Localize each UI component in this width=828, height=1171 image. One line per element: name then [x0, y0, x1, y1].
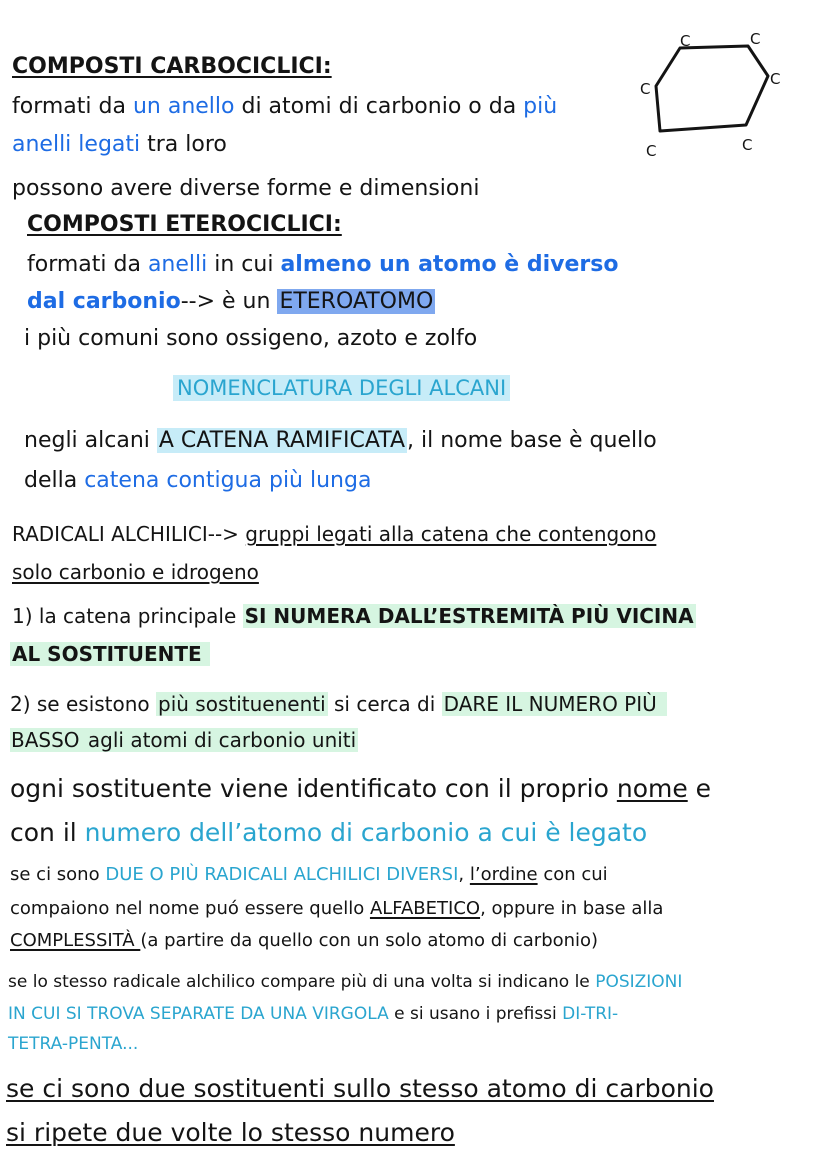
text-line: dal carbonio--> è un ETEROATOMO: [27, 289, 434, 314]
text-line: RADICALI ALCHILICI--> gruppi legati alla catena che contengono: [12, 522, 657, 546]
text-line: della catena contigua più lunga: [24, 468, 372, 493]
section-title-eterociclici: COMPOSTI ETEROCICLICI:: [27, 212, 342, 237]
text-line: formati da anelli in cui almeno un atomo è diverso: [27, 252, 619, 277]
carbon-label: C: [646, 142, 657, 160]
text-line: formati da un anello di atomi di carbonio o da più: [12, 94, 558, 119]
carbon-label: C: [640, 80, 651, 98]
carbon-label: C: [680, 32, 691, 50]
text-line: COMPLESSITÀ (a partire da quello con un solo atomo di carbonio): [10, 930, 599, 951]
text-line: anelli legati tra loro: [12, 132, 227, 157]
rule-1-cont: AL SOSTITUENTE: [10, 642, 210, 666]
section-title-nomenclatura: NOMENCLATURA DEGLI ALCANI: [173, 376, 510, 400]
section-title-carbociclici: COMPOSTI CARBOCICLICI:: [12, 54, 332, 79]
rule-2-cont: BASSO agli atomi di carbonio uniti: [11, 728, 357, 752]
text-line: ogni sostituente viene identificato con il proprio nome e: [10, 774, 712, 803]
carbon-label: C: [742, 136, 753, 154]
text-line: compaiono nel nome puó essere quello ALFABETICO, oppure in base alla: [10, 898, 664, 919]
text-line: se ci sono due sostituenti sullo stesso atomo di carbonio: [6, 1074, 714, 1103]
carbon-label: C: [770, 70, 781, 88]
hexagon-diagram: [630, 28, 790, 160]
rule-2: 2) se esistono più sostituenenti si cerca di DARE IL NUMERO PIÙ: [10, 692, 667, 716]
highlight-catena-ramificata: A CATENA RAMIFICATA: [158, 428, 406, 453]
text-line: se ci sono DUE O PIÙ RADICALI ALCHILICI DIVERSI, l’ordine con cui: [10, 864, 608, 885]
text-line: TETRA-PENTA...: [8, 1034, 139, 1054]
text-line: se lo stesso radicale alchilico compare più di una volta si indicano le POSIZIONI: [8, 972, 683, 992]
text-line: i più comuni sono ossigeno, azoto e zolfo: [24, 326, 478, 351]
carbon-label: C: [750, 30, 761, 48]
text-line: possono avere diverse forme e dimensioni: [12, 176, 480, 201]
rule-1: 1) la catena principale SI NUMERA DALL’ESTREMITÀ PIÙ VICINA: [12, 604, 694, 628]
text-line: negli alcani A CATENA RAMIFICATA, il nome base è quello: [24, 428, 657, 453]
text-line: con il numero dell’atomo di carbonio a cui è legato: [10, 818, 648, 847]
text-line: solo carbonio e idrogeno: [12, 560, 259, 584]
text-line: IN CUI SI TROVA SEPARATE DA UNA VIRGOLA e si usano i prefissi DI-TRI-: [8, 1004, 619, 1024]
highlight-eteroatomo: ETEROATOMO: [279, 289, 434, 314]
hexagon-ring: [656, 46, 768, 131]
text-line: si ripete due volte lo stesso numero: [6, 1118, 455, 1147]
